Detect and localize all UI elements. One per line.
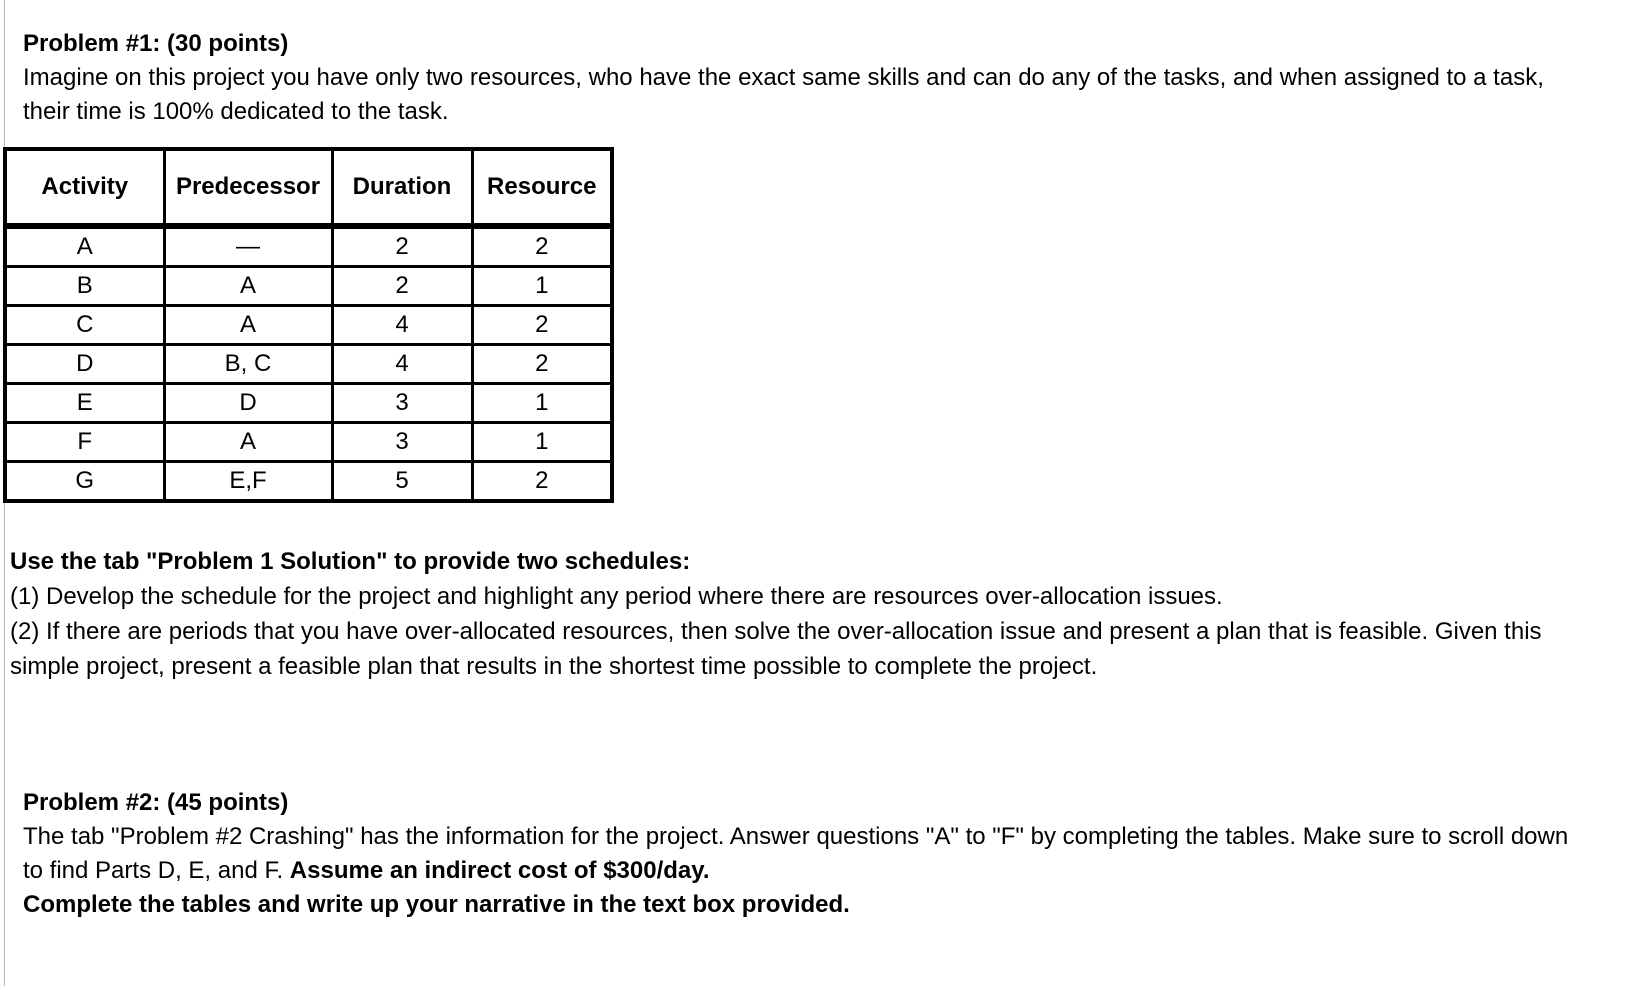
problem2-title: Problem #2: (45 points) xyxy=(23,789,289,816)
cell-resource: 2 xyxy=(472,226,612,267)
header-predecessor: Predecessor xyxy=(164,149,332,226)
header-duration: Duration xyxy=(332,149,472,226)
cell-predecessor: A xyxy=(164,267,332,306)
table-row xyxy=(5,226,612,267)
cell-duration: 3 xyxy=(332,423,472,462)
instructions-heading: Use the tab "Problem 1 Solution" to provide two schedules: xyxy=(10,548,691,575)
problem2-description: The tab "Problem #2 Crashing" has the information for the project. Answer questions "A" to "F" by completing the tables. Make sure to scroll down to find Parts D, E, and F. xyxy=(23,823,1569,884)
problem2-complete-instruction: Complete the tables and write up your narrative in the text box provided. xyxy=(23,891,850,918)
problem1-title: Problem #1: (30 points) xyxy=(23,30,289,57)
cell-duration: 5 xyxy=(332,462,472,502)
cell-activity: E xyxy=(5,384,164,423)
table-row xyxy=(5,423,612,462)
cell-predecessor: E,F xyxy=(164,462,332,502)
table-row xyxy=(5,462,612,502)
cell-resource: 2 xyxy=(472,462,612,502)
problem1-description: Imagine on this project you have only two resources, who have the exact same skills and can do any of the tasks, and when assigned to a task, their time is 100% dedicated to the task. xyxy=(23,64,1544,125)
cell-activity: D xyxy=(5,345,164,384)
cell-duration: 4 xyxy=(332,306,472,345)
cell-predecessor: — xyxy=(164,226,332,267)
table-row xyxy=(5,306,612,345)
header-activity: Activity xyxy=(5,149,164,226)
cell-duration: 2 xyxy=(332,226,472,267)
cell-resource: 2 xyxy=(472,345,612,384)
cell-predecessor: B, C xyxy=(164,345,332,384)
problem1-section xyxy=(23,27,1583,129)
instructions-item-1: (1) Develop the schedule for the project and highlight any period where there are resources over-allocation issues. xyxy=(10,583,1223,610)
cell-activity: C xyxy=(5,306,164,345)
table-row xyxy=(5,384,612,423)
cell-predecessor: D xyxy=(164,384,332,423)
table-row xyxy=(5,267,612,306)
activity-table xyxy=(3,147,614,503)
instructions-section xyxy=(10,544,1570,684)
cell-duration: 4 xyxy=(332,345,472,384)
problem2-indirect-cost: Assume an indirect cost of $300/day. xyxy=(289,857,710,884)
cell-predecessor: A xyxy=(164,306,332,345)
cell-resource: 1 xyxy=(472,267,612,306)
cell-resource: 1 xyxy=(472,423,612,462)
cell-activity: G xyxy=(5,462,164,502)
cell-predecessor: A xyxy=(164,423,332,462)
cell-resource: 2 xyxy=(472,306,612,345)
instructions-item-2: (2) If there are periods that you have over-allocated resources, then solve the over-allocation issue and present a plan that is feasible. Given this simple project, present a feasible plan that results in the shortest time possible to complete the project. xyxy=(10,618,1542,680)
problem2-section xyxy=(23,786,1583,922)
cell-duration: 2 xyxy=(332,267,472,306)
cell-activity: F xyxy=(5,423,164,462)
table-row xyxy=(5,345,612,384)
cell-activity: A xyxy=(5,226,164,267)
cell-resource: 1 xyxy=(472,384,612,423)
cell-duration: 3 xyxy=(332,384,472,423)
cell-activity: B xyxy=(5,267,164,306)
header-resource: Resource xyxy=(472,149,612,226)
table-header-row xyxy=(5,149,612,226)
